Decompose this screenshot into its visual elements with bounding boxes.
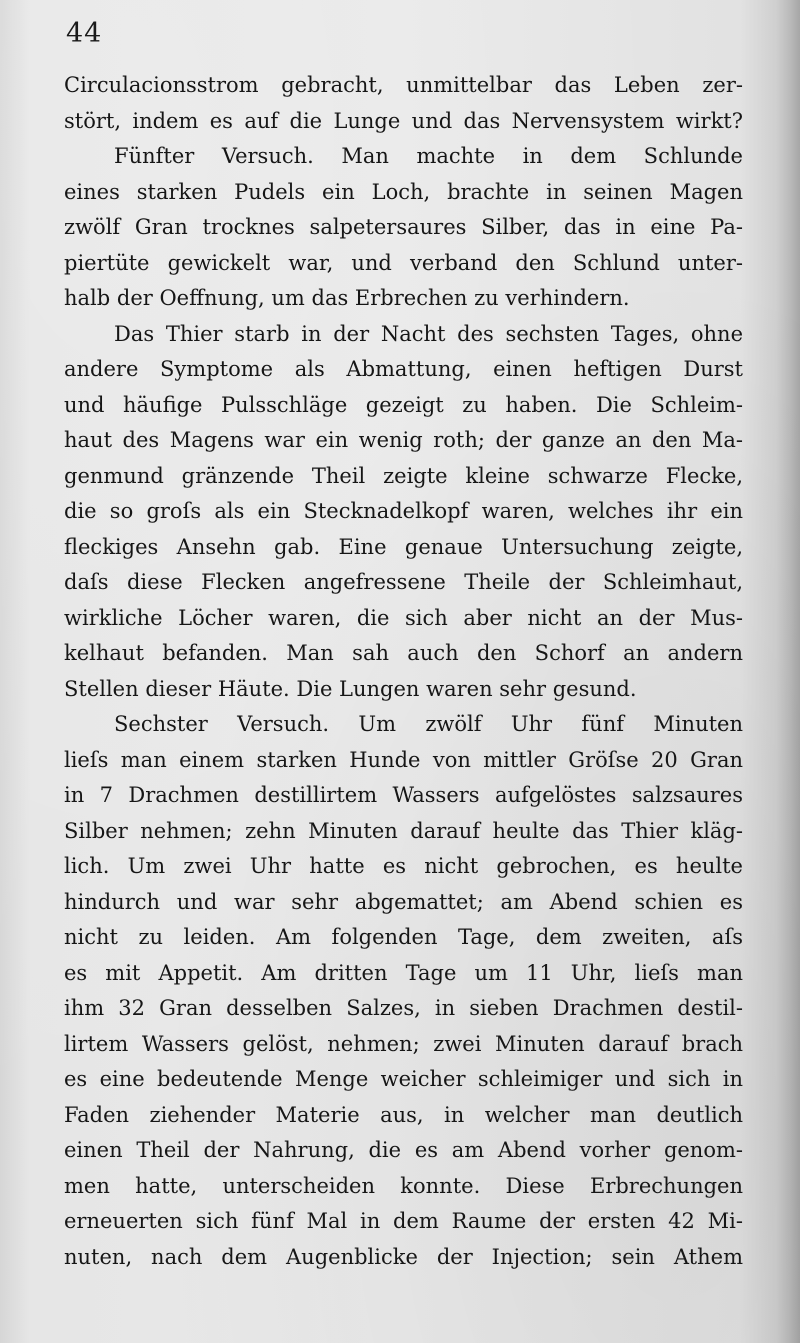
text-line: kelhaut befanden. Man sah auch den Schorf an andern: [64, 641, 743, 665]
text-line: wirkliche Löcher waren, die sich aber nicht an der Mus-: [64, 605, 743, 630]
text-line: piertüte gewickelt war, und verband den Schlund unter-: [64, 250, 743, 275]
text-line: es mit Appetit. Am dritten Tage um 11 Uhr, lieſs man: [64, 960, 743, 985]
text-line: lieſs man einem starken Hunde von mittler Gröſse 20 Gran: [64, 747, 743, 772]
text-line: ihm 32 Gran desselben Salzes, in sieben Drachmen destil-: [64, 996, 743, 1020]
text-line: und häufige Pulsschläge gezeigt zu haben. Die Schleim-: [64, 392, 743, 417]
text-line: lirtem Wassers gelöst, nehmen; zwei Minuten darauf brach: [64, 1031, 743, 1056]
text-line: einen Theil der Nahrung, die es am Abend vorher genom-: [64, 1138, 743, 1162]
text-line: stört, indem es auf die Lunge und das Nervensystem wirkt?: [64, 108, 743, 133]
text-line: andere Symptome als Abmattung, einen heftigen Durst: [64, 357, 743, 381]
text-line: daſs diese Flecken angefressene Theile der Schleimhaut,: [64, 570, 743, 594]
text-line: nuten, nach dem Augenblicke der Injection; sein Athem: [64, 1244, 743, 1269]
text-line: Circulacionsstrom gebracht, unmittelbar das Leben zer-: [64, 73, 743, 97]
text-line: Silber nehmen; zehn Minuten darauf heulte das Thier kläg-: [64, 818, 743, 843]
page-number: 44: [66, 18, 103, 49]
text-line: halb der Oeffnung, um das Erbrechen zu verhindern.: [64, 286, 630, 310]
text-line: fleckiges Ansehn gab. Eine genaue Untersuchung zeigte,: [64, 534, 743, 559]
body-text: [64, 68, 743, 1275]
text-line: genmund gränzende Theil zeigte kleine schwarze Flecke,: [64, 463, 743, 488]
text-line: lich. Um zwei Uhr hatte es nicht gebrochen, es heulte: [64, 854, 743, 878]
text-line: zwölf Gran trocknes salpetersaures Silber, das in eine Pa-: [64, 215, 743, 239]
text-line: Das Thier starb in der Nacht des sechsten Tages, ohne: [114, 321, 743, 346]
text-line: nicht zu leiden. Am folgenden Tage, dem zweiten, aſs: [64, 925, 743, 949]
text-line: hindurch und war sehr abgemattet; am Abend schien es: [64, 889, 743, 914]
page-edge-shadow: [776, 0, 800, 1343]
text-line: Faden ziehender Materie aus, in welcher man deutlich: [64, 1102, 743, 1127]
text-line: haut des Magens war ein wenig roth; der ganze an den Ma-: [64, 428, 743, 452]
text-line: eines starken Pudels ein Loch, brachte in seinen Magen: [64, 179, 743, 204]
text-line: in 7 Drachmen destillirtem Wassers aufgelöstes salzsaures: [64, 783, 743, 807]
text-line: Sechster Versuch. Um zwölf Uhr fünf Minuten: [114, 712, 743, 736]
text-line: Fünfter Versuch. Man machte in dem Schlunde: [114, 144, 743, 168]
text-line: es eine bedeutende Menge weicher schleimiger und sich in: [64, 1067, 743, 1091]
text-line: die so groſs als ein Stecknadelkopf waren, welches ihr ein: [64, 499, 743, 523]
text-line: Stellen dieser Häute. Die Lungen waren sehr gesund.: [64, 676, 637, 701]
text-line: erneuerten sich fünf Mal in dem Raume der ersten 42 Mi-: [64, 1209, 743, 1233]
text-line: men hatte, unterscheiden konnte. Diese Erbrechungen: [64, 1173, 743, 1198]
